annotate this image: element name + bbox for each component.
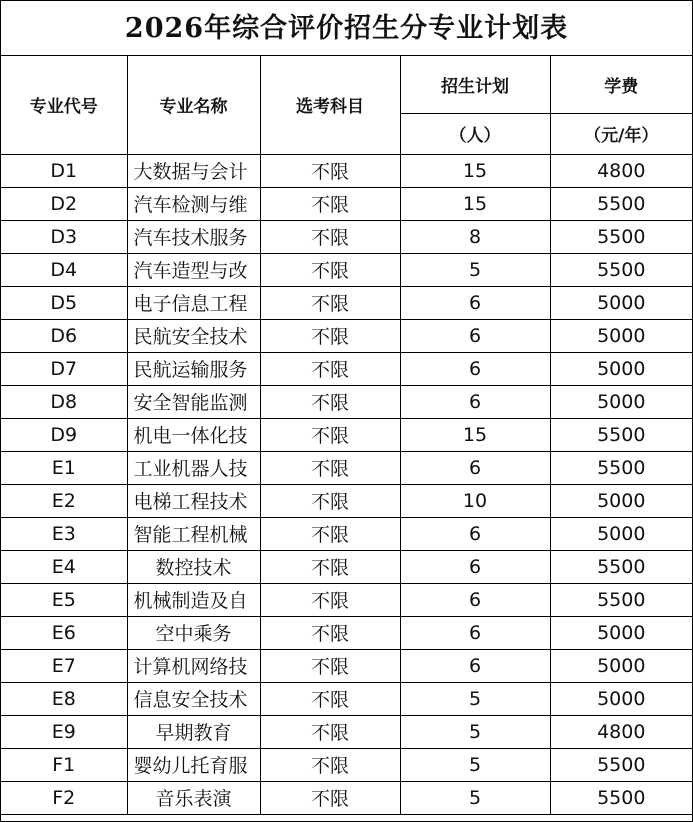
fee-cell: 5000 bbox=[550, 682, 692, 715]
header-code: 专业代号 bbox=[1, 56, 127, 154]
code-cell: E9 bbox=[1, 715, 127, 748]
fee-cell: 5000 bbox=[550, 385, 692, 418]
major-name-cell: 汽车检测与维 bbox=[127, 187, 260, 220]
code-cell: D6 bbox=[1, 319, 127, 352]
major-name-cell: 早期教育 bbox=[127, 715, 260, 748]
plan-cell: 5 bbox=[400, 682, 550, 715]
table-row bbox=[1, 253, 692, 286]
plan-cell: 8 bbox=[400, 220, 550, 253]
plan-cell: 5 bbox=[400, 253, 550, 286]
subjects-cell: 不限 bbox=[260, 715, 400, 748]
code-cell: E7 bbox=[1, 649, 127, 682]
table-row bbox=[1, 682, 692, 715]
table-row bbox=[1, 583, 692, 616]
plan-cell: 15 bbox=[400, 154, 550, 187]
plan-cell: 5 bbox=[400, 748, 550, 781]
fee-cell: 5500 bbox=[550, 220, 692, 253]
subjects-cell: 不限 bbox=[260, 385, 400, 418]
fee-cell: 5000 bbox=[550, 286, 692, 319]
major-name-cell: 机械制造及自 bbox=[127, 583, 260, 616]
fee-cell: 5500 bbox=[550, 748, 692, 781]
major-name-cell: 民航安全技术 bbox=[127, 319, 260, 352]
table-row bbox=[1, 451, 692, 484]
major-name-cell: 信息安全技术 bbox=[127, 682, 260, 715]
subjects-cell: 不限 bbox=[260, 187, 400, 220]
plan-cell: 6 bbox=[400, 286, 550, 319]
plan-table-body bbox=[1, 154, 692, 814]
code-cell: D9 bbox=[1, 418, 127, 451]
table-row bbox=[1, 352, 692, 385]
subjects-cell: 不限 bbox=[260, 550, 400, 583]
header-plan: 招生计划 bbox=[400, 56, 550, 113]
table-row bbox=[1, 484, 692, 517]
major-name-cell: 工业机器人技 bbox=[127, 451, 260, 484]
code-cell: F1 bbox=[1, 748, 127, 781]
table-row bbox=[1, 286, 692, 319]
code-cell: E8 bbox=[1, 682, 127, 715]
fee-cell: 5000 bbox=[550, 319, 692, 352]
subjects-cell: 不限 bbox=[260, 616, 400, 649]
major-name-cell: 数控技术 bbox=[127, 550, 260, 583]
subjects-cell: 不限 bbox=[260, 286, 400, 319]
plan-cell: 6 bbox=[400, 385, 550, 418]
code-cell: D5 bbox=[1, 286, 127, 319]
table-row bbox=[1, 319, 692, 352]
major-name-cell: 空中乘务 bbox=[127, 616, 260, 649]
code-cell: E1 bbox=[1, 451, 127, 484]
major-name-cell: 婴幼儿托育服 bbox=[127, 748, 260, 781]
plan-cell: 5 bbox=[400, 781, 550, 814]
plan-cell: 6 bbox=[400, 583, 550, 616]
table-row bbox=[1, 418, 692, 451]
fee-cell: 5500 bbox=[550, 187, 692, 220]
fee-cell: 5500 bbox=[550, 583, 692, 616]
table-row bbox=[1, 550, 692, 583]
subjects-cell: 不限 bbox=[260, 319, 400, 352]
table-row bbox=[1, 748, 692, 781]
subjects-cell: 不限 bbox=[260, 220, 400, 253]
plan-cell: 6 bbox=[400, 616, 550, 649]
code-cell: E2 bbox=[1, 484, 127, 517]
table-row bbox=[1, 385, 692, 418]
header-plan-unit: （人） bbox=[400, 113, 550, 154]
plan-table bbox=[1, 56, 692, 815]
code-cell: E4 bbox=[1, 550, 127, 583]
fee-cell: 5000 bbox=[550, 616, 692, 649]
fee-cell: 5500 bbox=[550, 781, 692, 814]
table-row bbox=[1, 220, 692, 253]
header-name: 专业名称 bbox=[127, 56, 260, 154]
subjects-cell: 不限 bbox=[260, 352, 400, 385]
major-name-cell: 大数据与会计 bbox=[127, 154, 260, 187]
major-name-cell: 机电一体化技 bbox=[127, 418, 260, 451]
plan-cell: 10 bbox=[400, 484, 550, 517]
table-row bbox=[1, 781, 692, 814]
code-cell: D2 bbox=[1, 187, 127, 220]
table-row bbox=[1, 715, 692, 748]
table-row bbox=[1, 649, 692, 682]
fee-cell: 5000 bbox=[550, 517, 692, 550]
subjects-cell: 不限 bbox=[260, 781, 400, 814]
major-name-cell: 计算机网络技 bbox=[127, 649, 260, 682]
subjects-cell: 不限 bbox=[260, 451, 400, 484]
fee-cell: 5000 bbox=[550, 484, 692, 517]
table-row bbox=[1, 517, 692, 550]
major-name-cell: 安全智能监测 bbox=[127, 385, 260, 418]
fee-cell: 5000 bbox=[550, 352, 692, 385]
fee-cell: 4800 bbox=[550, 715, 692, 748]
header-fee-unit: （元/年） bbox=[550, 113, 692, 154]
fee-cell: 4800 bbox=[550, 154, 692, 187]
plan-cell: 6 bbox=[400, 451, 550, 484]
code-cell: F2 bbox=[1, 781, 127, 814]
plan-cell: 6 bbox=[400, 517, 550, 550]
subjects-cell: 不限 bbox=[260, 682, 400, 715]
major-name-cell: 音乐表演 bbox=[127, 781, 260, 814]
plan-cell: 5 bbox=[400, 715, 550, 748]
header-row bbox=[1, 56, 692, 113]
plan-cell: 15 bbox=[400, 187, 550, 220]
table-row bbox=[1, 187, 692, 220]
subjects-cell: 不限 bbox=[260, 253, 400, 286]
table-row bbox=[1, 154, 692, 187]
subjects-cell: 不限 bbox=[260, 154, 400, 187]
fee-cell: 5500 bbox=[550, 451, 692, 484]
plan-cell: 6 bbox=[400, 352, 550, 385]
major-name-cell: 民航运输服务 bbox=[127, 352, 260, 385]
table-row bbox=[1, 616, 692, 649]
fee-cell: 5500 bbox=[550, 550, 692, 583]
header-fee: 学费 bbox=[550, 56, 692, 113]
major-name-cell: 汽车造型与改 bbox=[127, 253, 260, 286]
major-name-cell: 电梯工程技术 bbox=[127, 484, 260, 517]
code-cell: D8 bbox=[1, 385, 127, 418]
code-cell: E3 bbox=[1, 517, 127, 550]
plan-cell: 15 bbox=[400, 418, 550, 451]
subjects-cell: 不限 bbox=[260, 517, 400, 550]
fee-cell: 5000 bbox=[550, 649, 692, 682]
subjects-cell: 不限 bbox=[260, 748, 400, 781]
code-cell: D3 bbox=[1, 220, 127, 253]
plan-cell: 6 bbox=[400, 550, 550, 583]
major-name-cell: 智能工程机械 bbox=[127, 517, 260, 550]
code-cell: D1 bbox=[1, 154, 127, 187]
major-name-cell: 汽车技术服务 bbox=[127, 220, 260, 253]
fee-cell: 5500 bbox=[550, 418, 692, 451]
header-subjects: 选考科目 bbox=[260, 56, 400, 154]
subjects-cell: 不限 bbox=[260, 649, 400, 682]
code-cell: E5 bbox=[1, 583, 127, 616]
subjects-cell: 不限 bbox=[260, 484, 400, 517]
subjects-cell: 不限 bbox=[260, 583, 400, 616]
subjects-cell: 不限 bbox=[260, 418, 400, 451]
code-cell: D4 bbox=[1, 253, 127, 286]
fee-cell: 5500 bbox=[550, 253, 692, 286]
code-cell: D7 bbox=[1, 352, 127, 385]
plan-cell: 6 bbox=[400, 319, 550, 352]
major-name-cell: 电子信息工程 bbox=[127, 286, 260, 319]
page-title: 2026年综合评价招生分专业计划表 bbox=[1, 1, 692, 56]
code-cell: E6 bbox=[1, 616, 127, 649]
plan-cell: 6 bbox=[400, 649, 550, 682]
